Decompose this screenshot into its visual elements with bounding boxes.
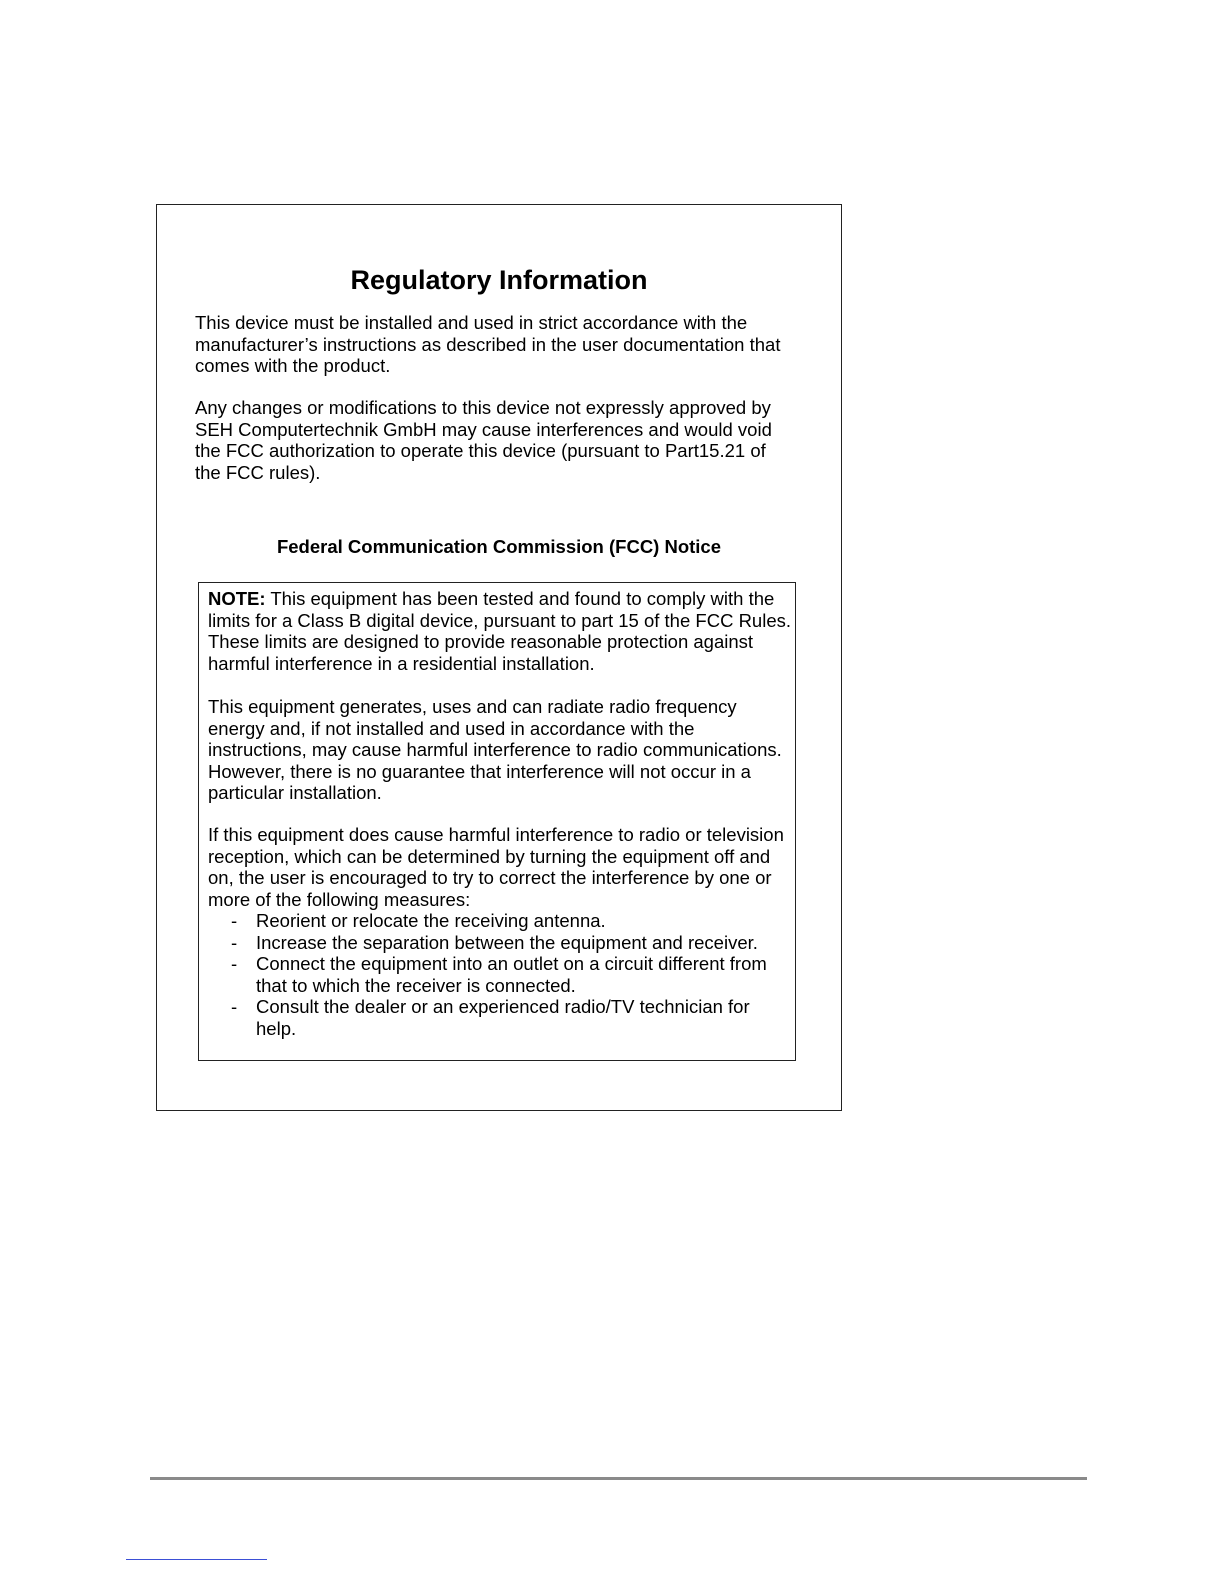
list-item [208,932,793,954]
measure-text: Connect the equipment into an outlet on a circuit different from that to which the receiver is connected. [256,953,767,996]
bullet-dash: - [231,910,238,931]
measure-text: Increase the separation between the equipment and receiver. [256,931,758,953]
note-label: NOTE: [208,588,266,609]
footer-link-underline [126,1559,267,1560]
installation-paragraph: This device must be installed and used in strict accordance with the manufacturer’s instructions as described in the user documentation that comes with the product. [195,312,781,376]
bullet-dash: - [231,953,238,974]
list-item [208,953,793,996]
fcc-radiation-paragraph: This equipment generates, uses and can radiate radio frequency energy and, if not installed and used in accordance with the instructions, may cause harmful interference to radio communications. However, there is no guarantee that interference will not occur in a particular installation. [208,696,782,803]
fcc-note-paragraph [208,588,793,674]
bullet-dash: - [231,931,238,953]
measure-text: Consult the dealer or an experienced radio/TV technician for help. [256,996,750,1039]
regulatory-info-box [156,204,842,1111]
bullet-dash: - [231,996,238,1017]
page-title: Regulatory Information [350,265,648,295]
footer-divider [150,1477,1087,1480]
fcc-notice-box [198,582,796,1061]
modifications-paragraph: Any changes or modifications to this device not expressly approved by SEH Computertechnik GmbH may cause interferences and would void the FCC authorization to operate this device (pursuant to Part15.21 of the FCC rules). [195,397,772,483]
measure-text: Reorient or relocate the receiving antenna. [256,910,606,931]
list-item [208,910,793,932]
fcc-interference-paragraph: If this equipment does cause harmful interference to radio or television reception, which can be determined by turning the equipment off and on, the user is encouraged to try to correct the interference by one or more of the following measures: [208,824,784,910]
fcc-notice-heading: Federal Communication Commission (FCC) Notice [276,536,722,557]
note-text: This equipment has been tested and found to comply with the limits for a Class B digital device, pursuant to part 15 of the FCC Rules. These limits are designed to provide reasonable protection against harmful interference in a residential installation. [208,588,792,674]
list-item [208,996,793,1039]
measures-list [208,910,793,1039]
